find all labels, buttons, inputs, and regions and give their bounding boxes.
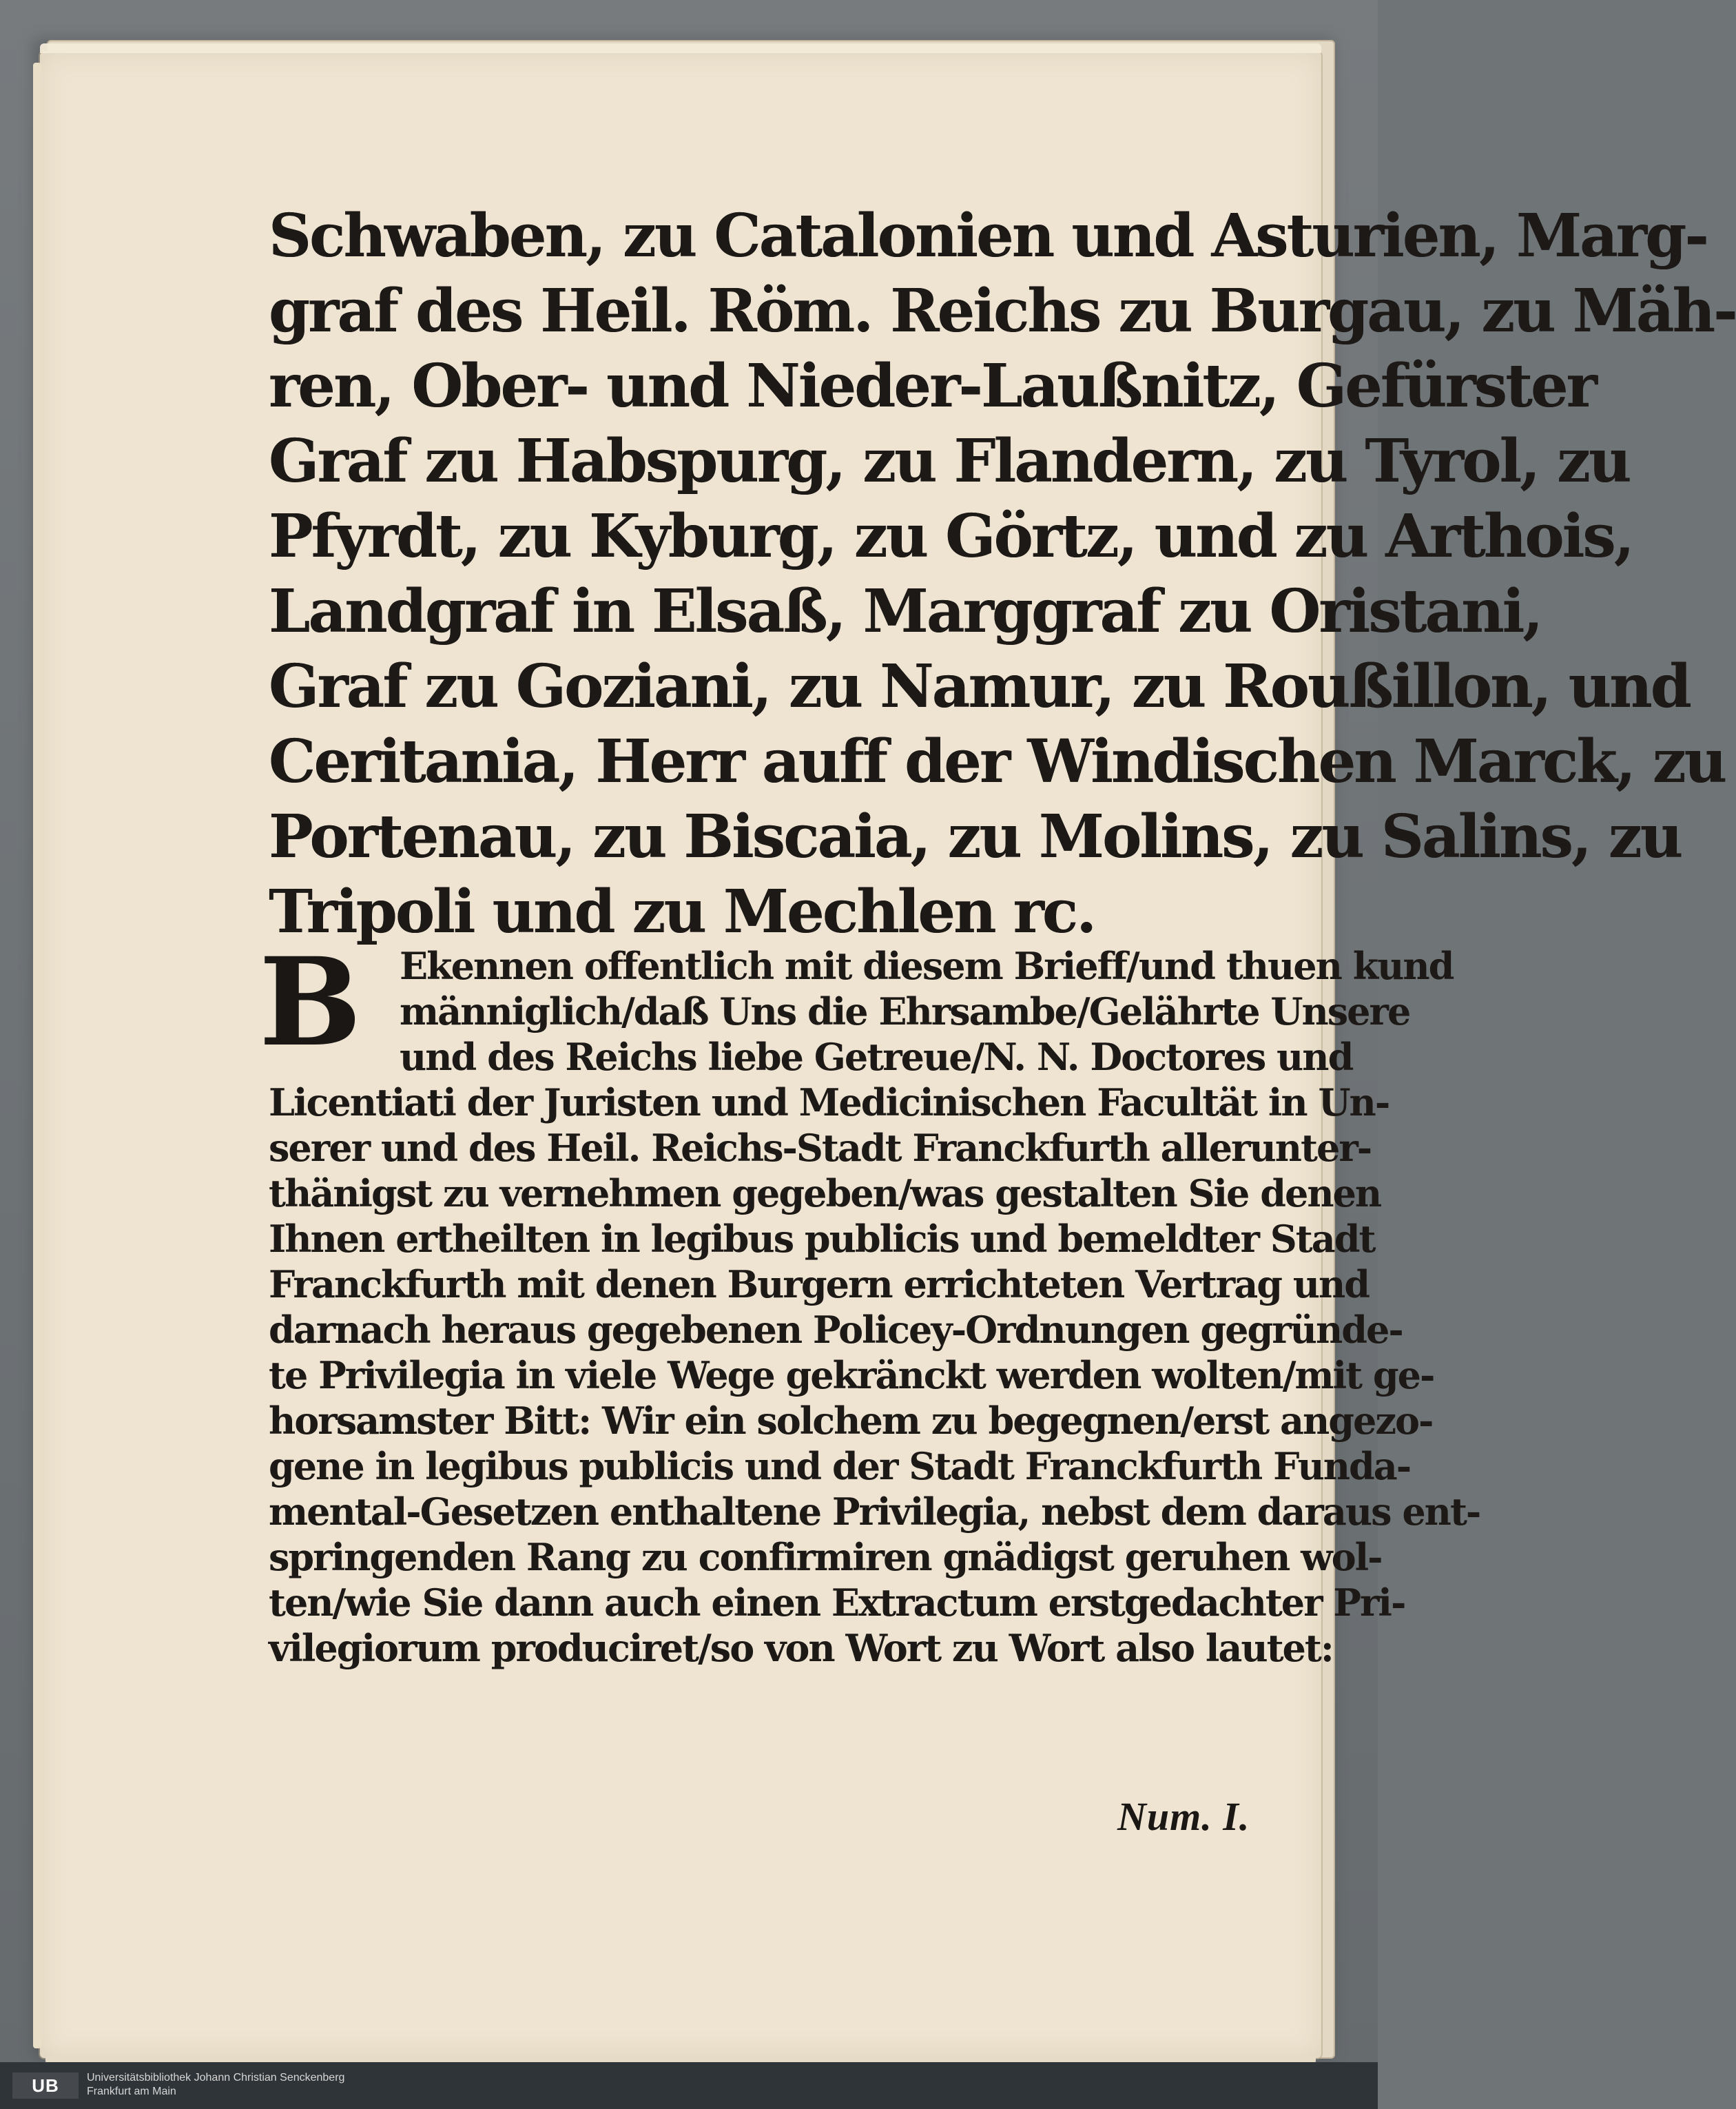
body-text-block <box>259 931 1480 1675</box>
page-top-edge <box>40 43 1321 53</box>
body-line: darnach heraus gegebenen Policey-Ordnungen gegründe- <box>269 1308 1403 1352</box>
body-line: serer und des Heil. Reichs-Stadt Franckfurth allerunter- <box>269 1126 1372 1170</box>
catchword: Num. I. <box>1117 1794 1250 1839</box>
heading-line: ren, Ober- und Nieder-Laußnitz, Gefürster <box>269 351 1595 421</box>
body-line: vilegiorum produciret/so von Wort zu Wort also lautet: <box>269 1626 1333 1670</box>
heading-text-block <box>269 201 1736 958</box>
heading-line: Schwaben, zu Catalonien und Asturien, Marg- <box>269 201 1708 271</box>
heading-line: Ceritania, Herr auff der Windischen Marck, zu <box>269 727 1726 796</box>
heading-line: Graf zu Goziani, zu Namur, zu Roußillon, und <box>269 652 1690 721</box>
heading-line: Portenau, zu Biscaia, zu Molins, zu Salins, zu <box>269 802 1682 872</box>
library-footer <box>0 2062 1378 2109</box>
page-left-edge <box>33 63 41 2048</box>
body-line: Licentiati der Juristen und Medicinischen Facultät in Un- <box>269 1080 1389 1124</box>
body-line: gene in legibus publicis und der Stadt Franckfurth Funda- <box>269 1444 1411 1488</box>
body-line: horsamster Bitt: Wir ein solchem zu begegnen/erst angezo- <box>269 1399 1433 1443</box>
body-line: ten/wie Sie dann auch einen Extractum erstgedachter Pri- <box>269 1581 1405 1625</box>
heading-line: Landgraf in Elsaß, Marggraf zu Oristani, <box>269 577 1542 646</box>
library-credit <box>87 2071 344 2099</box>
library-logo: UB <box>12 2072 79 2099</box>
drop-cap: B <box>259 931 362 1073</box>
body-line: springenden Rang zu confirmiren gnädigst geruhen wol- <box>269 1535 1382 1579</box>
library-name: Universitätsbibliothek Johann Christian Senckenberg <box>87 2072 345 2084</box>
body-line: thänigst zu vernehmen gegeben/was gestalten Sie denen <box>269 1171 1381 1215</box>
body-line: Ekennen offentlich mit diesem Brieff/und thuen kund <box>400 944 1454 988</box>
heading-line: Graf zu Habspurg, zu Flandern, zu Tyrol, zu <box>269 426 1630 496</box>
library-location: Frankfurt am Main <box>87 2086 176 2097</box>
heading-line: graf des Heil. Röm. Reichs zu Burgau, zu Mäh- <box>269 276 1736 346</box>
body-line: mental-Gesetzen enthaltene Privilegia, nebst dem daraus ent- <box>269 1490 1480 1534</box>
body-line: Ihnen ertheilten in legibus publicis und bemeldter Stadt <box>269 1217 1375 1261</box>
heading-line: Pfyrdt, zu Kyburg, zu Görtz, und zu Arthois, <box>269 502 1633 571</box>
heading-line: Tripoli und zu Mechlen rc. <box>269 877 1095 947</box>
body-line: Franckfurth mit denen Burgern errichteten Vertrag und <box>269 1262 1370 1306</box>
body-line: männiglich/daß Uns die Ehrsambe/Gelährte Unsere <box>400 989 1410 1033</box>
body-line: und des Reichs liebe Getreue/N. N. Doctores und <box>400 1035 1353 1079</box>
body-line: te Privilegia in viele Wege gekränckt werden wolten/mit ge- <box>269 1353 1434 1397</box>
